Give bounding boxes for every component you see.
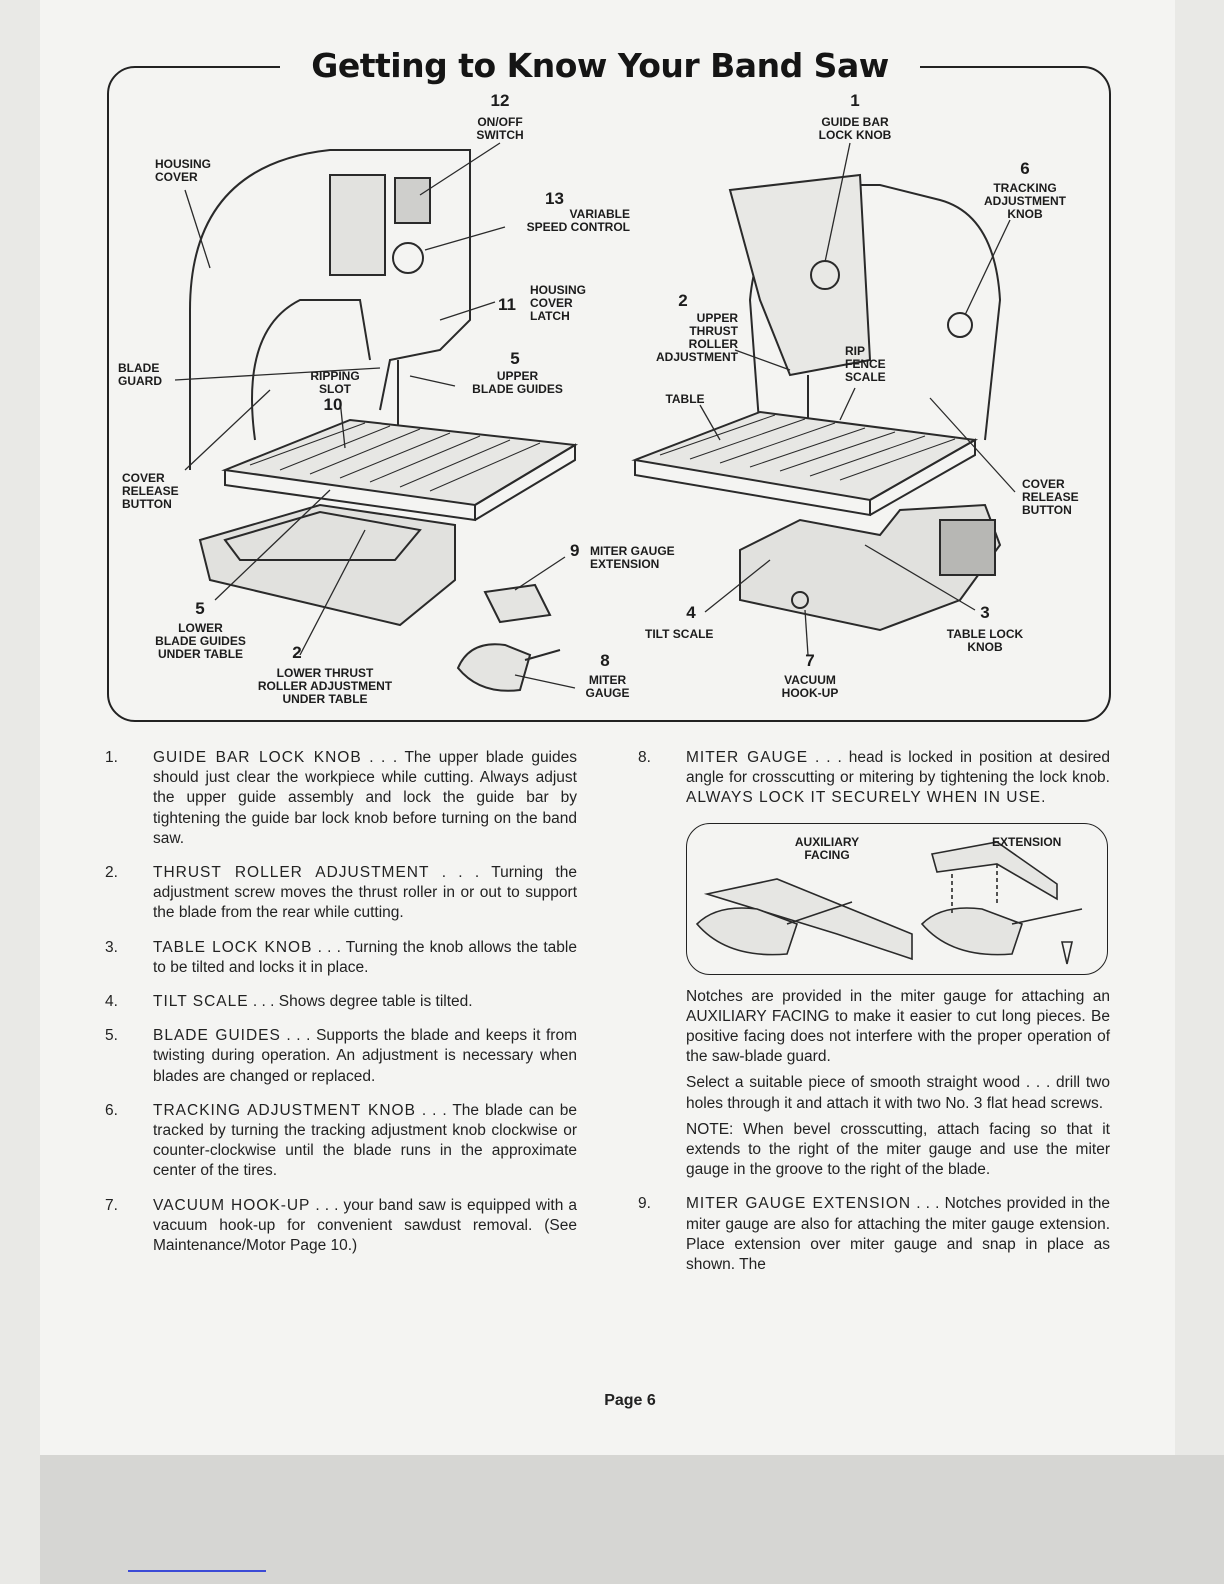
list-item — [105, 748, 577, 849]
label-vacuum-hookup: VACUUM HOOK-UP — [781, 673, 839, 700]
callout-5-lower: 5 — [195, 599, 205, 618]
callout-2-lower: 2 — [292, 643, 302, 662]
paragraph-select-wood: Select a suitable piece of smooth straight wood . . . drill two holes through it and attach it with two No. 3 flat head screws. — [686, 1074, 1110, 1112]
item-separator: . . . — [280, 1027, 317, 1045]
label-ripping-slot: RIPPING SLOT — [310, 369, 360, 396]
item-number: 1. — [105, 749, 118, 766]
label-extension: EXTENSION — [992, 834, 1062, 849]
item-text: Turning the knob allows the table to be tilted and locks it in place. — [153, 938, 577, 976]
page-title: Getting to Know Your Band Saw — [280, 44, 920, 88]
list-item — [105, 1101, 577, 1182]
label-lower-blade-guides: LOWER BLADE GUIDES UNDER TABLE — [155, 621, 246, 661]
para-term: AUXILIARY FACING — [686, 1007, 830, 1025]
label-auxiliary-facing: AUXILIARY FACING — [794, 834, 860, 862]
item-number: 6. — [105, 1101, 118, 1119]
item-term: MITER GAUGE EXTENSION — [686, 1195, 912, 1213]
item-text: Shows degree table is tilted. — [278, 993, 473, 1011]
label-variable-speed-control: VARIABLE SPEED CONTROL — [526, 207, 630, 234]
label-table: TABLE — [665, 392, 705, 406]
page-number: Page 6 — [604, 1392, 656, 1409]
item-term: TRACKING ADJUSTMENT KNOB — [153, 1101, 416, 1119]
item-text: your band saw is equipped with a vacuum hook-up for convenient sawdust removal. (See Maintenance/Motor Page 10.) — [153, 1196, 577, 1255]
item-separator: . . . — [429, 864, 492, 882]
paragraph-notches — [686, 987, 1110, 1068]
callout-10: 10 — [323, 395, 343, 414]
list-item — [638, 748, 1110, 809]
item-term: TABLE LOCK KNOB — [153, 938, 313, 956]
item-text: The upper blade guides should just clear the workpiece while cutting. Always adjust the upper guide assembly and lock the guide bar by tightening the guide bar lock knob before turning on the band saw. — [153, 749, 577, 847]
right-column — [638, 748, 1110, 1289]
item-number: 5. — [105, 1027, 118, 1045]
callout-9: 9 — [570, 541, 580, 560]
item-separator: . . . — [911, 1195, 945, 1213]
label-rip-fence-scale: RIP FENCE SCALE — [845, 344, 886, 384]
label-cover-release-left: COVER RELEASE BUTTON — [122, 471, 179, 511]
item-text: Supports the blade and keeps it from twisting during operation. An adjustment is necessary when blades are changed or replaced. — [153, 1027, 577, 1085]
label-on-off-switch: ON/OFF SWITCH — [476, 115, 524, 142]
item-separator: . . . — [248, 993, 279, 1011]
item-number: 9. — [638, 1195, 651, 1213]
label-miter-gauge: MITER GAUGE — [585, 673, 630, 700]
para-text: to make it easier to cut long pieces. Be positive facing does not interfere with the proper operation of the saw-blade guard. — [686, 1007, 1111, 1066]
item-separator: . . . — [312, 938, 346, 956]
item-number: 3. — [105, 938, 118, 956]
item-term: GUIDE BAR LOCK KNOB — [153, 749, 362, 766]
list-item — [105, 863, 577, 924]
label-blade-guard: BLADE GUARD — [118, 361, 162, 388]
callout-5-upper: 5 — [510, 349, 520, 368]
item-separator: . . . — [310, 1196, 344, 1214]
label-tilt-scale: TILT SCALE — [645, 627, 714, 641]
label-guide-bar-lock-knob: GUIDE BAR LOCK KNOB — [818, 115, 892, 142]
label-miter-gauge-extension: MITER GAUGE EXTENSION — [590, 544, 675, 571]
item-number: 4. — [105, 993, 118, 1011]
list-item — [105, 938, 577, 978]
list-item — [105, 1026, 577, 1087]
label-tracking-adjustment-knob: TRACKING ADJUSTMENT KNOB — [983, 181, 1066, 221]
list-item — [105, 1196, 577, 1257]
item-text: The blade can be tracked by turning the tracking adjustment knob clockwise or counter-clockwise until the blade runs in the approximate center of the tires. — [153, 1101, 577, 1180]
item-text: Turning the adjustment screw moves the thrust roller in or out to support the blade from the rear while cutting. — [153, 864, 577, 922]
item-term: THRUST ROLLER ADJUSTMENT — [153, 864, 430, 882]
label-lower-thrust-roller: LOWER THRUST ROLLER ADJUSTMENT UNDER TABLE — [257, 666, 393, 706]
label-table-lock-knob: TABLE LOCK KNOB — [946, 627, 1024, 654]
item-emphasis: ALWAYS LOCK IT SECURELY WHEN IN USE. — [686, 789, 1047, 807]
item-number: 7. — [105, 1196, 118, 1214]
item-text: Notches provided in the miter gauge are also for attaching the miter gauge extension. Place extension over miter gauge and snap in place as shown. The — [686, 1195, 1110, 1274]
miter-facing-inset — [686, 823, 1108, 975]
callout-12: 12 — [490, 91, 510, 110]
label-housing-cover-latch: HOUSING COVER LATCH — [530, 283, 587, 323]
list-item — [638, 1194, 1110, 1275]
label-cover-release-right: COVER RELEASE BUTTON — [1022, 477, 1079, 517]
item-separator: . . . — [361, 749, 405, 766]
item-term: TILT SCALE — [153, 993, 249, 1011]
item-number: 2. — [105, 864, 118, 882]
callout-1: 1 — [850, 91, 860, 110]
item-separator: . . . — [808, 749, 849, 766]
label-upper-blade-guides: UPPER BLADE GUIDES — [472, 369, 563, 396]
callout-2-upper: 2 — [678, 291, 688, 310]
item-number: 8. — [638, 749, 651, 766]
label-upper-thrust-roller: UPPER THRUST ROLLER ADJUSTMENT — [655, 311, 738, 364]
callout-4: 4 — [686, 603, 696, 622]
item-term: BLADE GUIDES — [153, 1027, 281, 1045]
left-column — [105, 748, 577, 1270]
item-term: MITER GAUGE — [686, 749, 809, 766]
paragraph-note: NOTE: When bevel crosscutting, attach facing so that it extends to the right of the miter gauge and use the miter gauge in the groove to the right of the blade. — [686, 1120, 1110, 1179]
callout-3: 3 — [980, 603, 990, 622]
item-separator: . . . — [415, 1101, 453, 1119]
label-housing-cover: HOUSING COVER — [155, 157, 212, 184]
callout-6: 6 — [1020, 159, 1030, 178]
callout-7: 7 — [805, 651, 815, 670]
para-text: Notches are provided in the miter gauge for attaching an — [686, 987, 1110, 1005]
item-text: head is locked in position at desired angle for crosscutting or mitering by tightening the lock knob. — [686, 749, 1110, 787]
callout-8: 8 — [600, 651, 610, 670]
list-item — [105, 992, 577, 1012]
callout-13: 13 — [545, 189, 564, 208]
callout-11: 11 — [498, 295, 516, 314]
item-term: VACUUM HOOK-UP — [153, 1196, 311, 1214]
